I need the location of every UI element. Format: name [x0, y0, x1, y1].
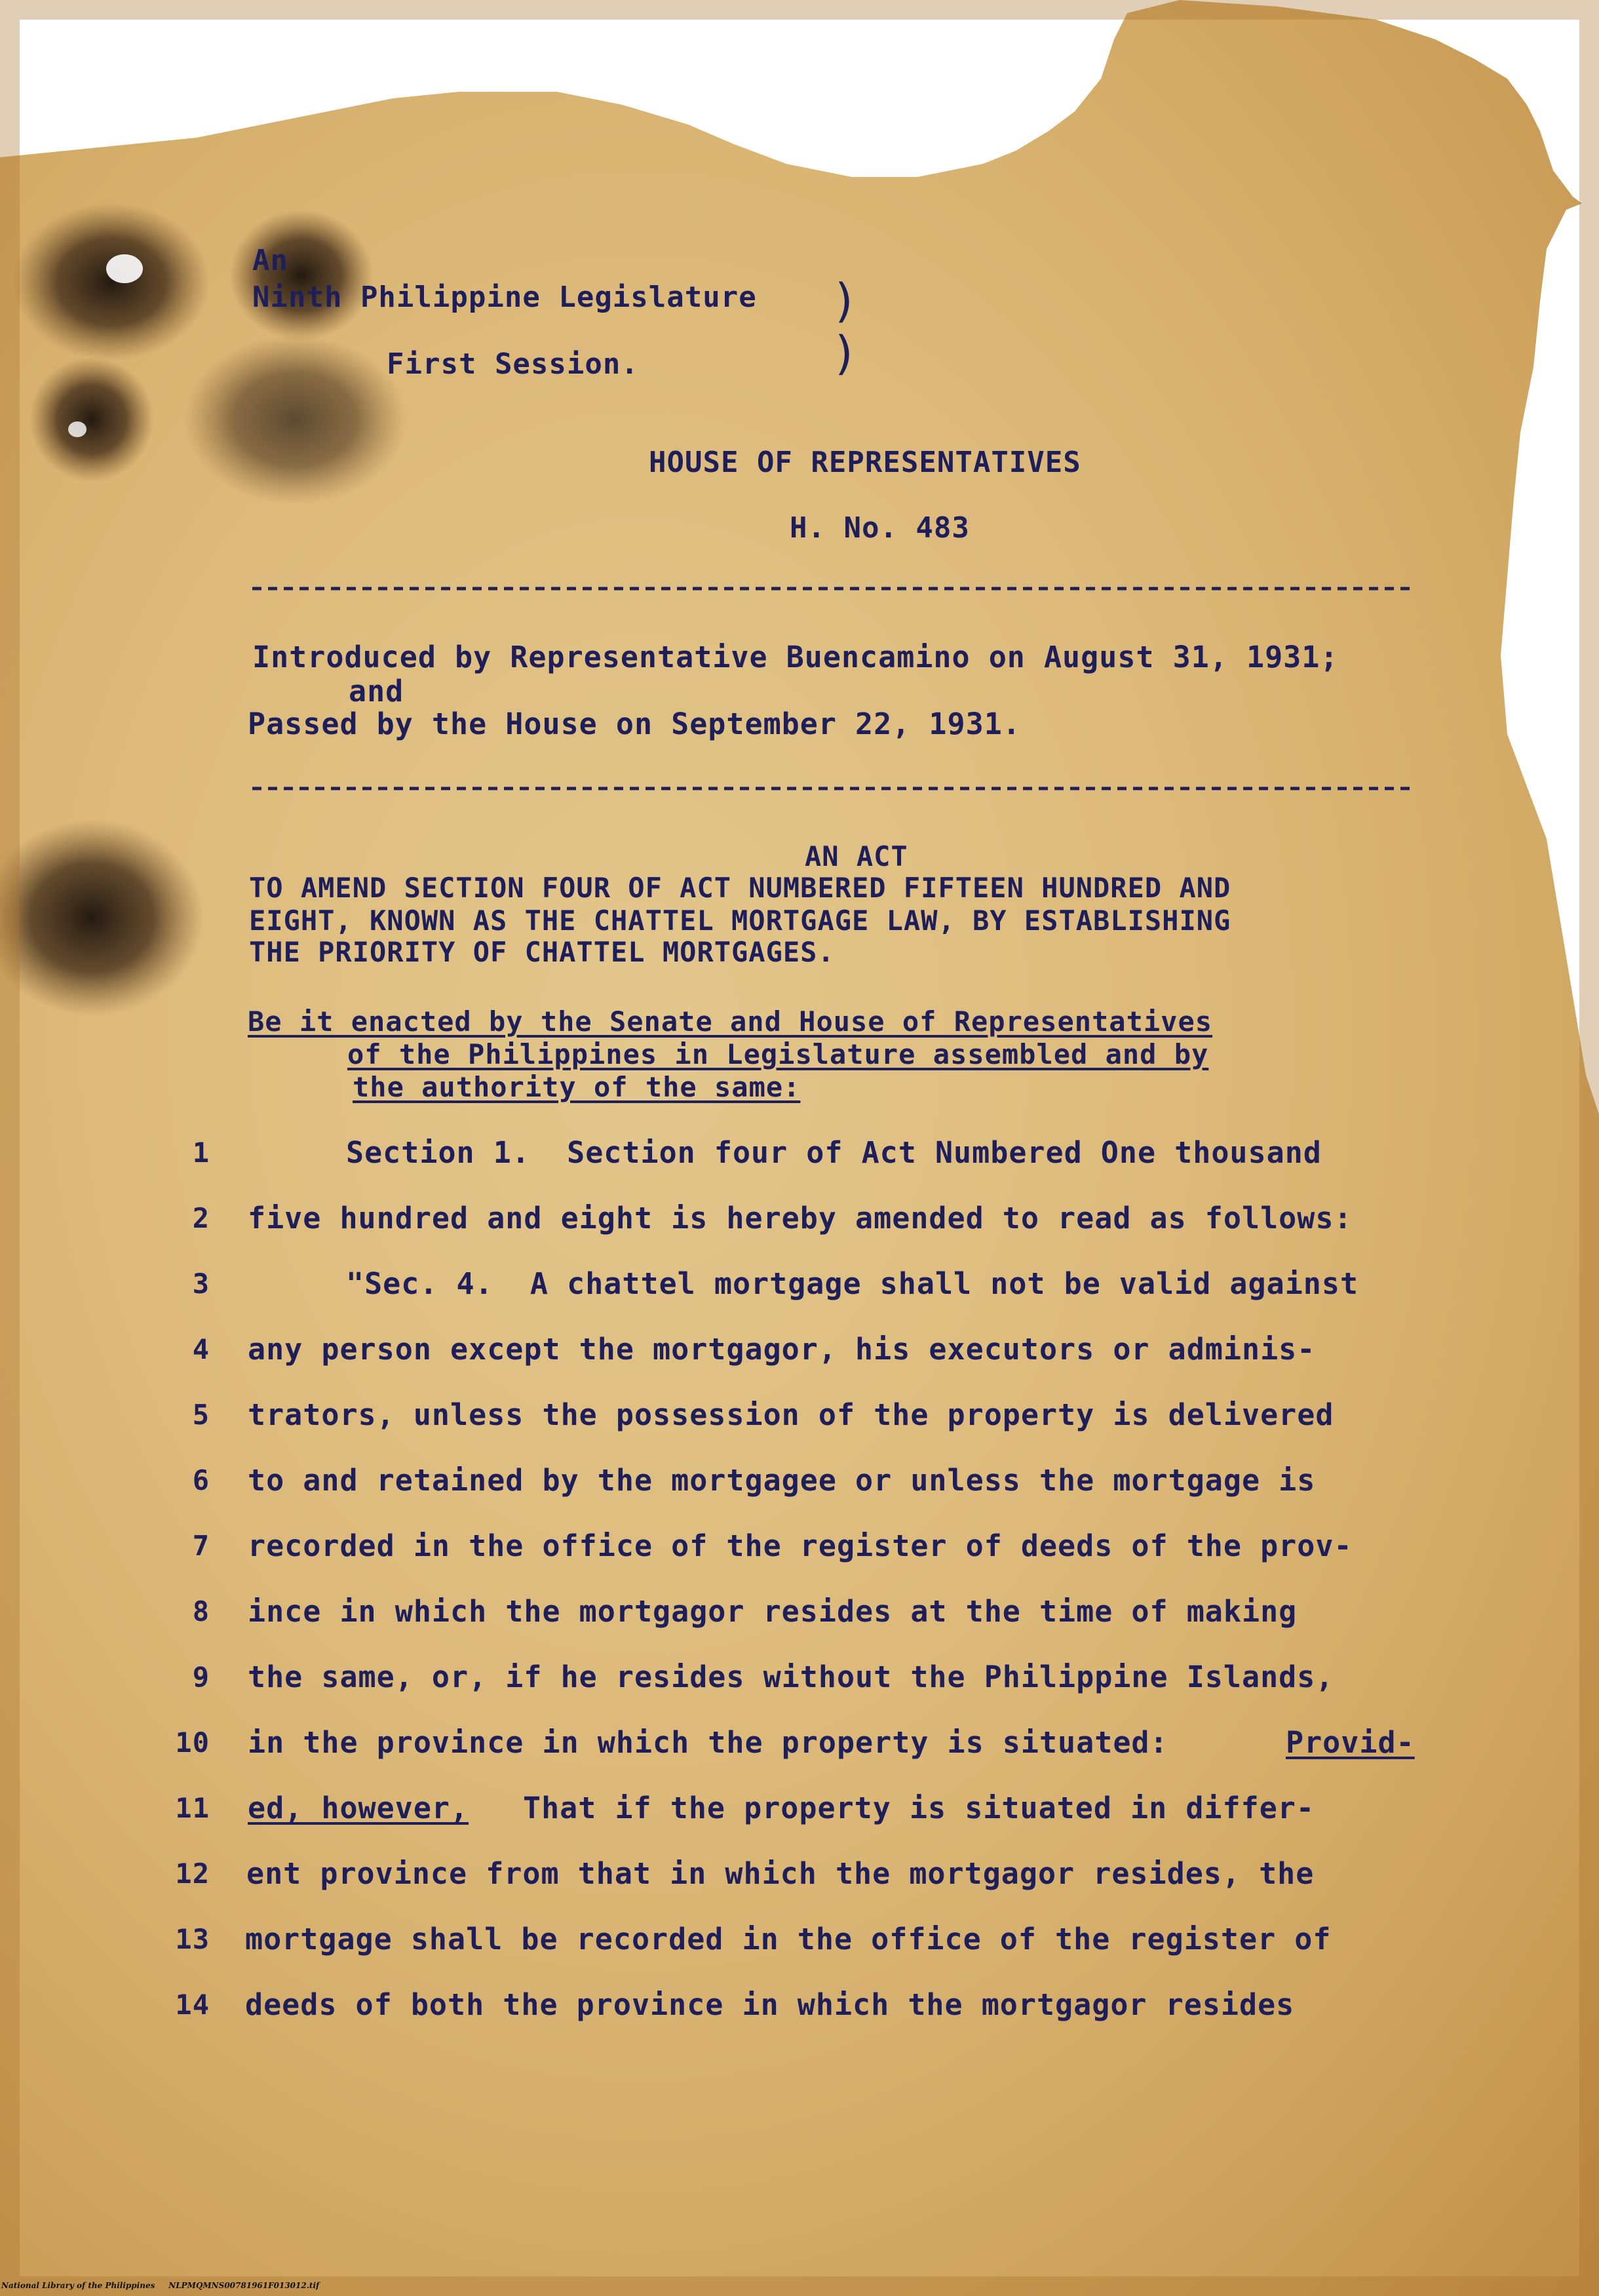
- body-line: That if the property is situated in differ-: [523, 1791, 1315, 1825]
- torn-edge-top: [0, 0, 1599, 216]
- line-number: 12: [175, 1858, 210, 1890]
- enacting-clause-line: Be it enacted by the Senate and House of Representatives: [248, 1005, 1213, 1038]
- body-line: in the province in which the property is situated:: [248, 1725, 1168, 1760]
- line-number: 11: [175, 1792, 210, 1824]
- burn-mark: [13, 203, 210, 360]
- burn-hole: [106, 254, 143, 283]
- line-number: 2: [192, 1202, 210, 1234]
- body-line: trators, unless the possession of the property is delivered: [248, 1397, 1334, 1432]
- separator-line: [252, 783, 1416, 794]
- intro-line-2: and: [349, 674, 404, 709]
- body-line: the same, or, if he resides without the Philippine Islands,: [248, 1660, 1334, 1694]
- burn-mark: [0, 819, 203, 1016]
- line-number: 13: [175, 1923, 210, 1955]
- line-number: 4: [192, 1333, 210, 1365]
- body-line: deeds of both the province in which the mortgagor resides: [245, 1987, 1295, 2022]
- line-number: 6: [192, 1464, 210, 1496]
- proviso-part-1: Provid-: [1286, 1725, 1415, 1760]
- body-line: any person except the mortgagor, his executors or adminis-: [248, 1332, 1316, 1367]
- legislature-prefix: An: [252, 244, 288, 277]
- body-line: mortgage shall be recorded in the office of the register of: [245, 1922, 1332, 1956]
- line-number: 5: [192, 1399, 210, 1431]
- intro-line-3: Passed by the House on September 22, 1931.: [248, 707, 1021, 741]
- burn-mark: [183, 334, 406, 505]
- bracket-top: ): [831, 274, 860, 328]
- intro-line-1: Introduced by Representative Buencamino on August 31, 1931;: [252, 640, 1339, 674]
- line-number: 1: [192, 1137, 210, 1169]
- line-number: 9: [192, 1661, 210, 1693]
- body-line: ent province from that in which the mortgagor resides, the: [246, 1856, 1315, 1891]
- session-line: First Session.: [387, 347, 639, 381]
- body-line: "Sec. 4. A chattel mortgage shall not be valid against: [346, 1266, 1359, 1301]
- burn-mark: [229, 210, 374, 341]
- body-line: recorded in the office of the register of deeds of the prov-: [248, 1528, 1353, 1563]
- body-line: Section 1. Section four of Act Numbered One thousand: [346, 1135, 1322, 1170]
- bill-number: H. No. 483: [790, 511, 970, 545]
- act-title-line: THE PRIORITY OF CHATTEL MORTGAGES.: [249, 936, 835, 968]
- line-number: 7: [192, 1530, 210, 1562]
- separator-line: [252, 583, 1416, 594]
- burn-hole: [68, 421, 87, 437]
- burn-mark: [29, 357, 154, 482]
- body-line: to and retained by the mortgagee or unless the mortgage is: [248, 1463, 1316, 1498]
- bracket-bottom: ): [831, 326, 860, 380]
- scan-caption: National Library of the Philippines NLPMQMNS00781961F013012.tif: [1, 2281, 320, 2290]
- line-number: 8: [192, 1595, 210, 1627]
- line-number: 14: [175, 1989, 210, 2021]
- enacting-clause-line: the authority of the same:: [353, 1071, 801, 1103]
- house-title: HOUSE OF REPRESENTATIVES: [649, 446, 1081, 479]
- legislature-line: Ninth Philippine Legislature: [252, 281, 757, 314]
- proviso-part-2: ed, however,: [248, 1791, 469, 1825]
- line-number: 3: [192, 1268, 210, 1300]
- act-title-line: TO AMEND SECTION FOUR OF ACT NUMBERED FIFTEEN HUNDRED AND: [249, 872, 1231, 904]
- body-line: five hundred and eight is hereby amended to read as follows:: [248, 1201, 1353, 1236]
- body-line: ince in which the mortgagor resides at the time of making: [248, 1594, 1298, 1629]
- line-number: 10: [175, 1726, 210, 1759]
- act-heading: AN ACT: [805, 840, 908, 872]
- act-title-line: EIGHT, KNOWN AS THE CHATTEL MORTGAGE LAW, BY ESTABLISHING: [249, 905, 1231, 937]
- enacting-clause-line: of the Philippines in Legislature assembled and by: [347, 1038, 1209, 1070]
